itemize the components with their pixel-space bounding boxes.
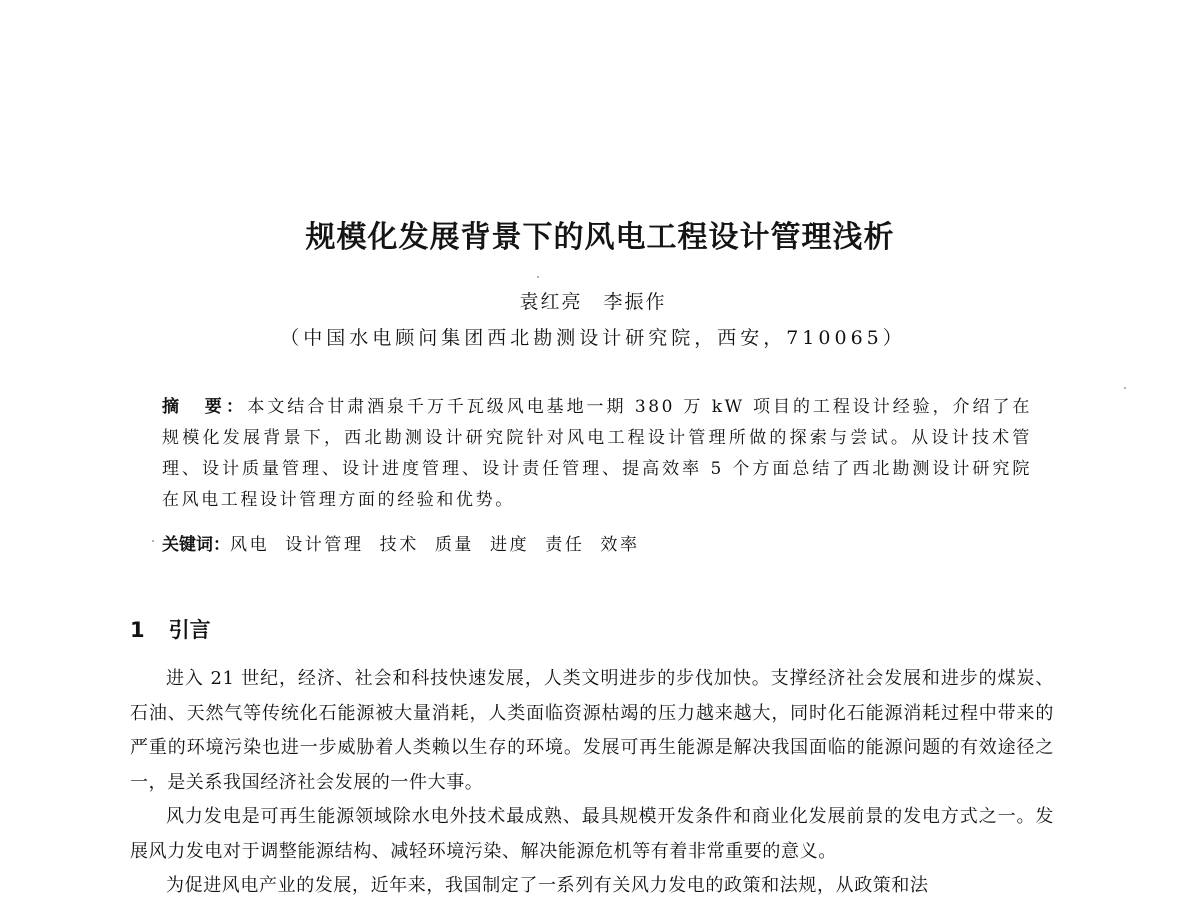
body-paragraph: 风力发电是可再生能源领域除水电外技术最成熟、最具规模开发条件和商业化发展前景的发电方式之一。发展风力发电对于调整能源结构、减轻环境污染、解决能源危机等有着非常重要的意义。 bbox=[130, 806, 1054, 862]
body-paragraph: 进入 21 世纪，经济、社会和科技快速发展，人类文明进步的步伐加快。支撑经济社会发展和进步的煤炭、石油、天然气等传统化石能源被大量消耗，人类面临资源枯竭的压力越来越大，同时化石能源消耗过程中带来的严重的环境污染也进一步威胁着人类赖以生存的环境。发展可再生能源是解决我国面临的能源问题的有效途径之一，是关系我国经济社会发展的一件大事。 bbox=[130, 668, 1054, 793]
body-text bbox=[130, 662, 1054, 904]
keywords-label: 关键词： bbox=[162, 535, 230, 555]
section-heading bbox=[130, 614, 211, 644]
keyword-item: 风电 bbox=[230, 535, 270, 555]
keyword-item: 进度 bbox=[490, 535, 530, 555]
keywords bbox=[162, 530, 656, 555]
keyword-item: 责任 bbox=[545, 535, 585, 555]
keyword-item: 质量 bbox=[434, 535, 475, 555]
body-paragraph: 为促进风电产业的发展，近年来，我国制定了一系列有关风力发电的政策和法规，从政策和法 bbox=[166, 875, 929, 896]
keyword-item: 设计管理 bbox=[285, 535, 364, 555]
scan-speck bbox=[537, 276, 539, 278]
scan-speck bbox=[1124, 387, 1126, 389]
abstract-text: 本文结合甘肃酒泉千万千瓦级风电基地一期 380 万 kW 项目的工程设计经验，介绍了在规模化发展背景下，西北勘测设计研究院针对风电工程设计管理所做的探索与尝试。从设计技术管理、设计质量管理、设计进度管理、设计责任管理、提高效率 5 个方面总结了西北勘测设计研究院在风电工程设计管理方面的经验和优势。 bbox=[162, 397, 1033, 510]
abstract-label: 摘 要： bbox=[162, 397, 248, 417]
section-number: 1 bbox=[130, 618, 145, 642]
scan-speck bbox=[152, 540, 154, 542]
keyword-item: 技术 bbox=[379, 535, 419, 555]
keyword-item: 效率 bbox=[600, 535, 640, 555]
authors: 袁红亮 李振作 bbox=[519, 291, 667, 313]
affiliation: （中国水电顾问集团西北勘测设计研究院，西安，710065） bbox=[280, 327, 906, 349]
section-title: 引言 bbox=[168, 618, 211, 642]
abstract bbox=[162, 392, 1032, 516]
paper-title: 规模化发展背景下的风电工程设计管理浅析 bbox=[305, 220, 895, 255]
